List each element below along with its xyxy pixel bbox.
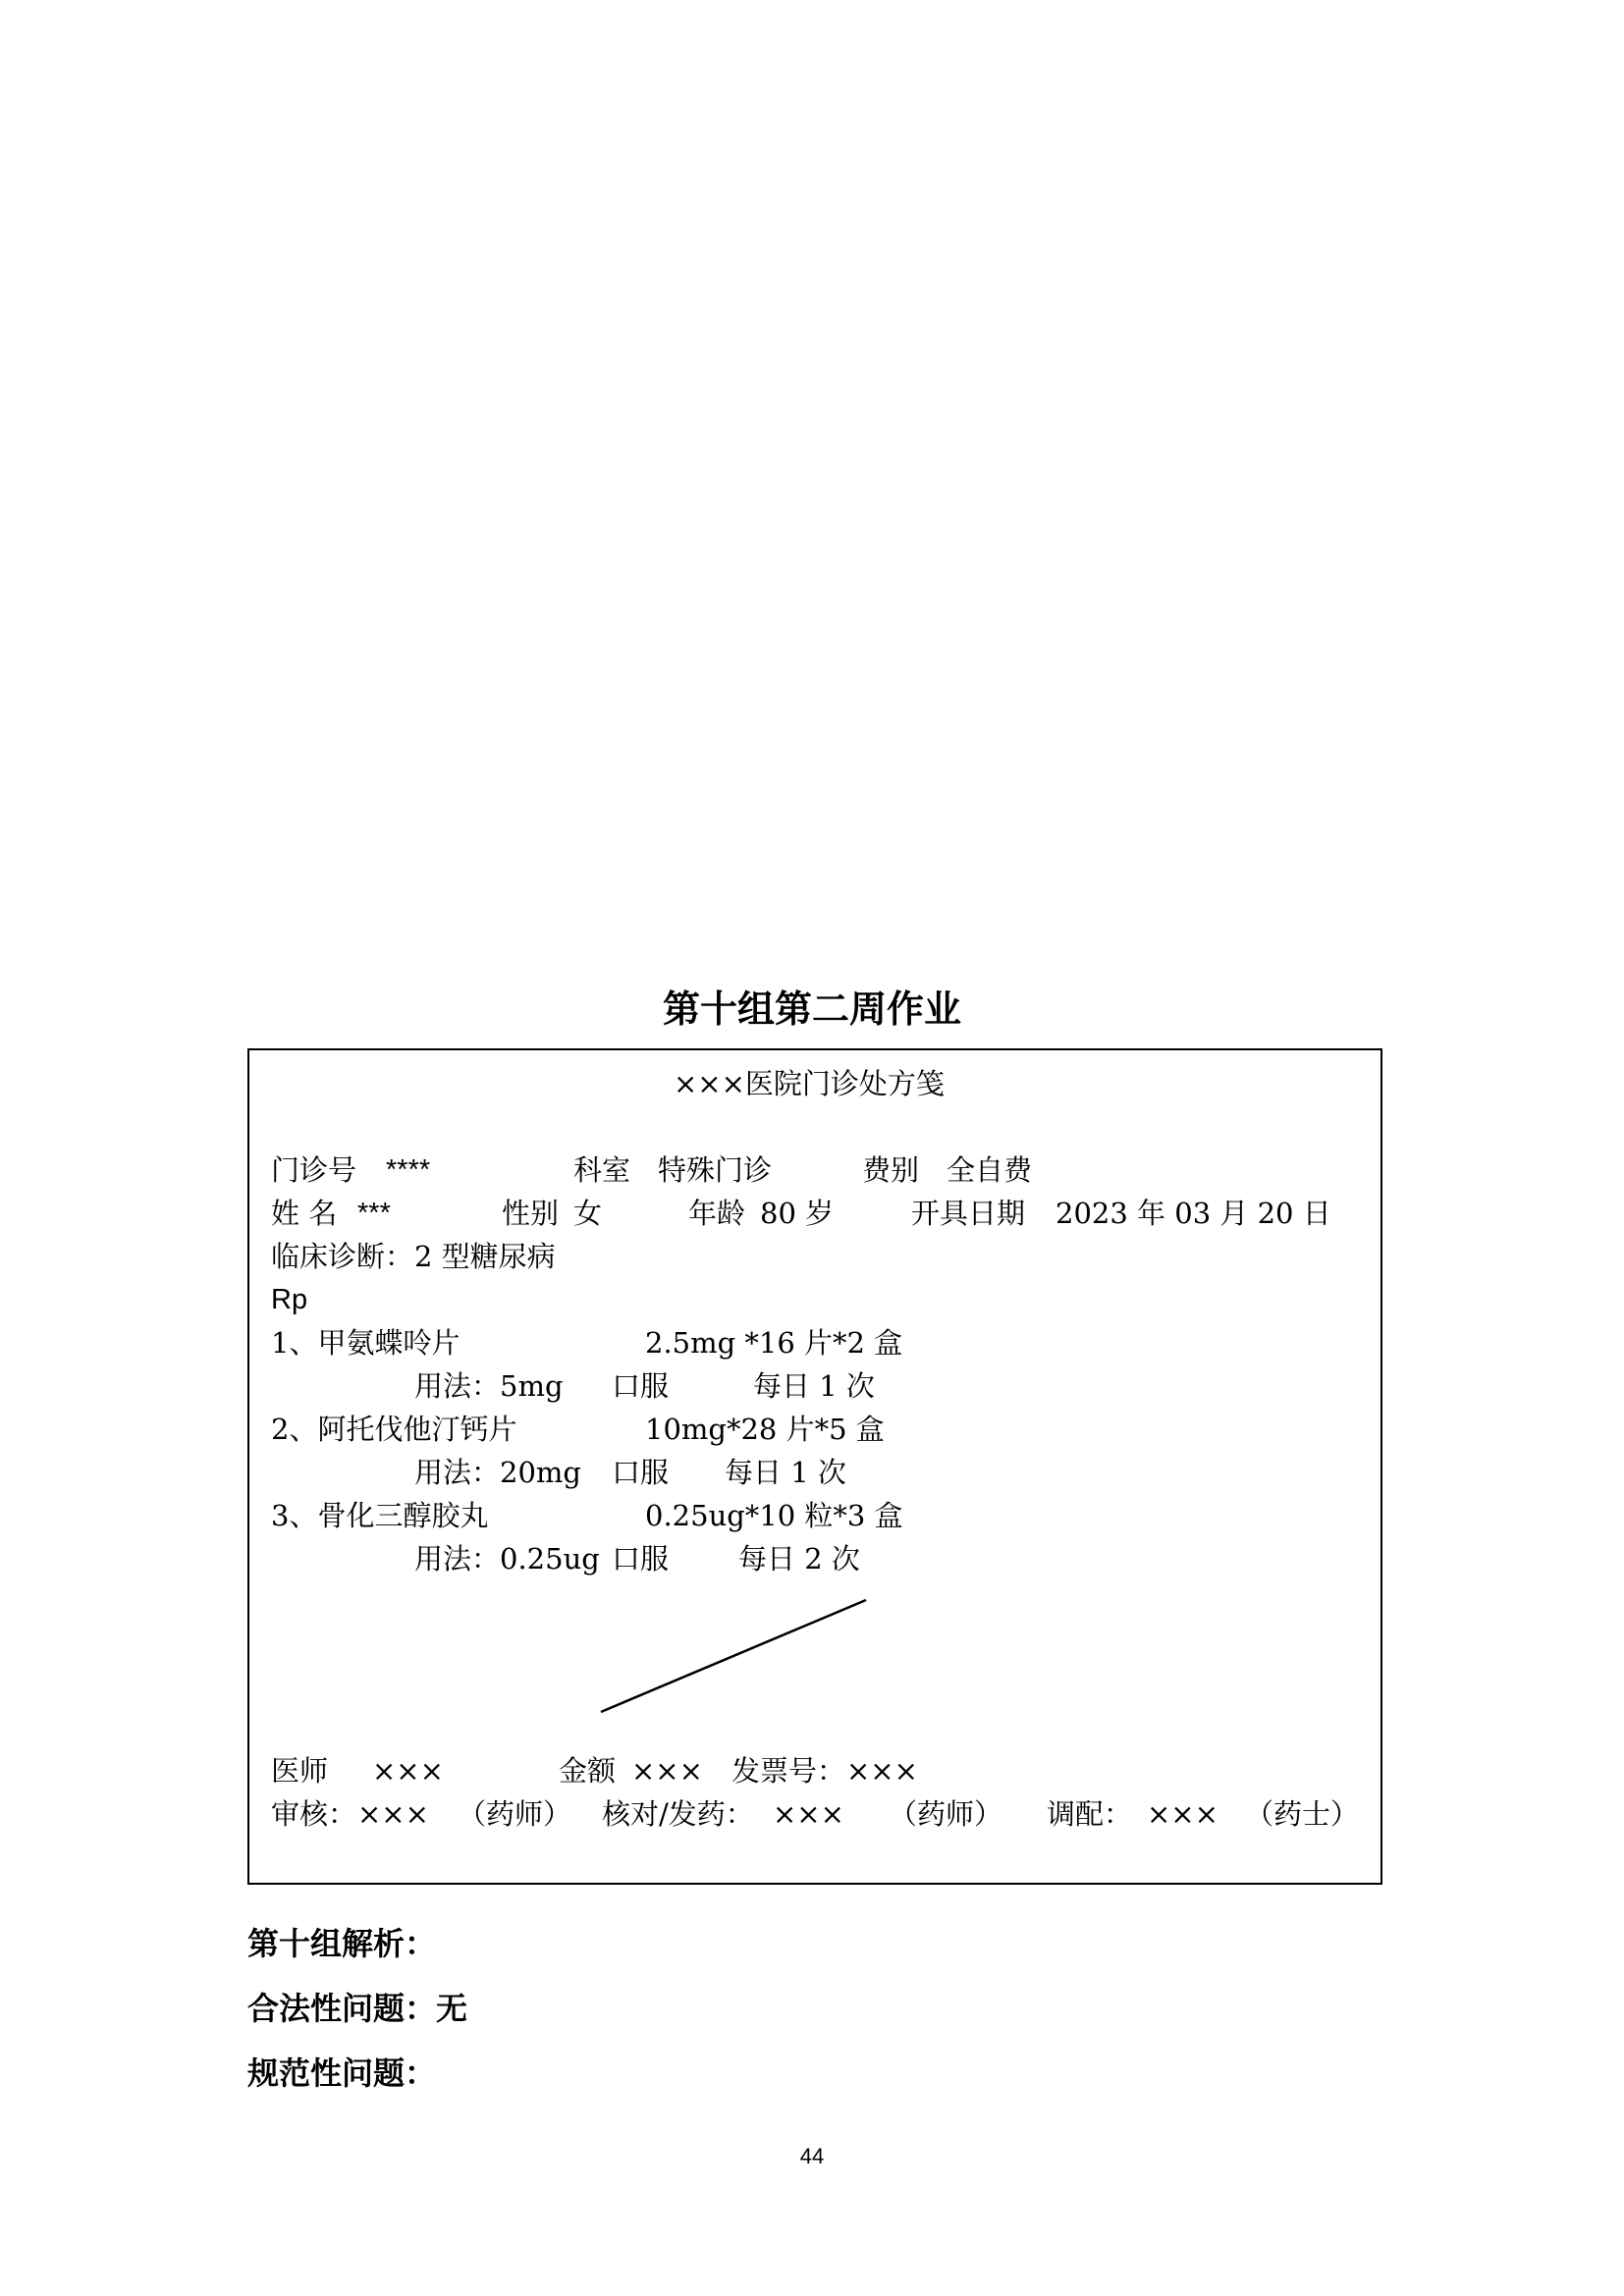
dept-value: 特殊门诊 <box>658 1153 773 1187</box>
name-label: 姓 名 <box>271 1197 338 1230</box>
drug-usage: 用法：5mg <box>414 1369 564 1403</box>
fee-value: 全自费 <box>947 1153 1033 1187</box>
drug-frequency: 每日 1 次 <box>753 1369 875 1403</box>
dept-label: 科室 <box>573 1153 631 1187</box>
age-label: 年龄 <box>688 1197 746 1230</box>
doctor-value: ××× <box>372 1754 444 1788</box>
legality-issue: 合法性问题：无 <box>247 1990 468 2027</box>
drug-usage: 用法：20mg <box>414 1456 581 1489</box>
normativity-issue: 规范性问题： <box>247 2055 437 2092</box>
drug-spec: 10mg*28 片*5 盒 <box>645 1413 885 1446</box>
review-label: 审核： <box>271 1797 357 1831</box>
drug-frequency: 每日 2 次 <box>738 1542 860 1575</box>
clinic-no-label: 门诊号 <box>271 1153 357 1187</box>
analysis-heading: 第十组解析： <box>247 1925 437 1962</box>
diagnosis-label: 临床诊断： <box>271 1240 414 1273</box>
check-label: 核对/发药： <box>602 1797 754 1831</box>
page-title: 第十组第二周作业 <box>662 988 961 1031</box>
drug-name: 1、甲氨蝶呤片 <box>271 1326 460 1360</box>
drug-route: 口服 <box>612 1542 670 1575</box>
drug-name: 2、阿托伐他汀钙片 <box>271 1413 517 1446</box>
check-role: （药师） <box>889 1797 1003 1831</box>
review-role: （药师） <box>458 1797 572 1831</box>
dispense-role: （药士） <box>1245 1797 1360 1831</box>
drug-usage: 用法：0.25ug <box>414 1542 600 1575</box>
check-value: ××× <box>773 1797 844 1831</box>
drug-spec: 0.25ug*10 粒*3 盒 <box>645 1499 903 1532</box>
drug-frequency: 每日 1 次 <box>725 1456 846 1489</box>
date-label: 开具日期 <box>911 1197 1026 1230</box>
drug-route: 口服 <box>612 1369 670 1403</box>
rp-label: Rp <box>271 1284 308 1315</box>
fee-label: 费别 <box>862 1153 920 1187</box>
drug-route: 口服 <box>612 1456 670 1489</box>
amount-label: 金额 <box>559 1754 617 1788</box>
sex-label: 性别 <box>502 1197 560 1230</box>
drug-name: 3、骨化三醇胶丸 <box>271 1499 489 1532</box>
page-number: 44 <box>799 2144 825 2168</box>
age-value: 80 岁 <box>760 1197 835 1230</box>
sex-value: 女 <box>573 1197 603 1230</box>
invoice-label: 发票号： <box>731 1754 846 1788</box>
invoice-value: ××× <box>846 1754 918 1788</box>
name-value: *** <box>357 1198 391 1229</box>
end-diagonal-stroke <box>601 1600 866 1712</box>
drug-spec: 2.5mg *16 片*2 盒 <box>645 1326 903 1360</box>
dispense-label: 调配： <box>1047 1797 1133 1831</box>
amount-value: ××× <box>631 1754 703 1788</box>
prescription-header: ×××医院门诊处方笺 <box>674 1067 945 1100</box>
clinic-no-value: **** <box>386 1154 431 1186</box>
doctor-label: 医师 <box>271 1754 329 1788</box>
date-value: 2023 年 03 月 20 日 <box>1056 1197 1331 1230</box>
review-value: ××× <box>357 1797 429 1831</box>
diagnosis-value: 2 型糖尿病 <box>414 1240 556 1273</box>
dispense-value: ××× <box>1147 1797 1218 1831</box>
